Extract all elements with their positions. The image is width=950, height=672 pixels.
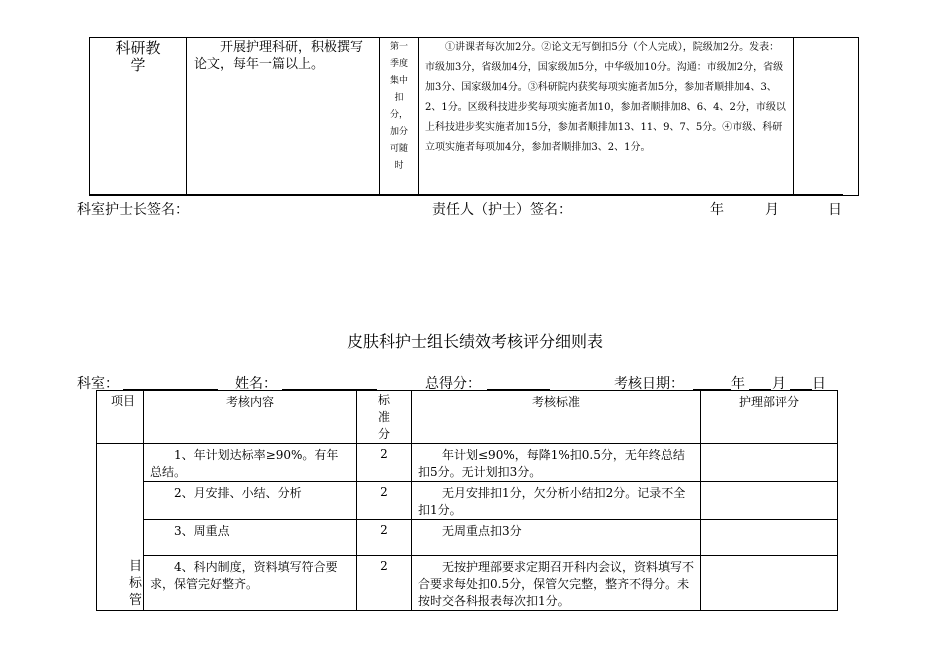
group-label: 目标管 — [129, 559, 143, 608]
content-cell — [187, 38, 380, 196]
score-cell: 2 — [357, 520, 412, 556]
name-field[interactable] — [282, 375, 377, 390]
signature-year: 年 — [710, 202, 724, 218]
header-nursing-dept-score: 护理部评分 — [701, 391, 838, 444]
table-row — [97, 444, 838, 482]
group-cell — [97, 444, 144, 611]
header-standard-score: 标准分 — [357, 391, 412, 444]
dept-label: 科室： — [77, 376, 119, 392]
table-row — [97, 556, 838, 611]
content-cell: 1、年计划达标率≥90%。有年总结。 — [144, 444, 357, 482]
table-bottom-border — [89, 194, 843, 196]
header-content: 考核内容 — [144, 391, 357, 444]
table-row — [90, 38, 859, 196]
score-cell: 2 — [357, 444, 412, 482]
signature-day: 日 — [828, 202, 842, 218]
total-score-label: 总得分： — [425, 376, 481, 392]
dept-score-cell[interactable] — [701, 444, 838, 482]
date-day-field[interactable] — [790, 375, 812, 390]
table-header-row — [97, 391, 838, 444]
header-criteria: 考核标准 — [412, 391, 701, 444]
category-text: 科研教学 — [115, 39, 161, 74]
table-row — [97, 482, 838, 520]
content-cell: 4、科内制度，资料填写符合要求，保管完好整齐。 — [144, 556, 357, 611]
content-cell: 3、周重点 — [144, 520, 357, 556]
category-cell — [90, 38, 187, 196]
date-year-field[interactable] — [693, 375, 731, 390]
signature-month: 月 — [765, 202, 779, 218]
date-label: 考核日期： — [614, 376, 684, 392]
date-month-field[interactable] — [749, 375, 771, 390]
timing-text: 第一季度集中扣分，加分可随时 — [389, 42, 408, 171]
total-score-field[interactable] — [487, 375, 550, 390]
previous-table-fragment — [89, 37, 859, 196]
header-item: 项目 — [97, 391, 144, 444]
score-cell — [794, 38, 859, 196]
dept-score-cell[interactable] — [701, 520, 838, 556]
dept-field[interactable] — [123, 375, 218, 390]
date-year-label: 年 — [731, 376, 745, 392]
timing-cell — [380, 38, 419, 196]
criteria-cell: 无按护理部要求定期召开科内会议，资料填写不合要求每处扣0.5分，保管欠完整，整齐不得分。未按时交各科报表每次扣1分。 — [412, 556, 701, 611]
score-cell: 2 — [357, 556, 412, 611]
head-nurse-signature-label: 科室护士长签名： — [77, 202, 189, 218]
criteria-text: ①讲课者每次加2分。②论文无写倒扣5分（个人完成），院级加2分。发表：市级加3分，省级加4分，国家级加5分，中华级加10分。沟通：市级加2分，省级加3分、国家级加4分。③科研院内获奖每项实施者加5分，参加者顺排加4、3、2、1分。区级科技进步奖每项实施者加10，参加者顺排加8、6、4、2分，市级以上科技进步奖实施者加15分，参加者顺排加13、11、9、7、5分。④市级、科研立项实施者每项加4分，参加者顺排加3、2、1分。 — [425, 42, 786, 153]
criteria-cell: 无月安排扣1分，欠分析小结扣2分。记录不全扣1分。 — [412, 482, 701, 520]
date-month-label: 月 — [772, 376, 786, 392]
name-label: 姓名： — [235, 376, 277, 392]
document-title: 皮肤科护士组长绩效考核评分细则表 — [346, 332, 603, 351]
criteria-cell: 年计划≤90%，每降1%扣0.5分，无年终总结扣5分。无计划扣3分。 — [412, 444, 701, 482]
evaluation-table — [96, 390, 838, 611]
criteria-cell: 无周重点扣3分 — [412, 520, 701, 556]
responsible-signature-label: 责任人（护士）签名： — [432, 202, 572, 218]
dept-score-cell[interactable] — [701, 482, 838, 520]
table-row — [97, 520, 838, 556]
dept-score-cell[interactable] — [701, 556, 838, 611]
criteria-cell — [419, 38, 794, 196]
score-cell: 2 — [357, 482, 412, 520]
date-day-label: 日 — [812, 376, 826, 392]
content-cell: 2、月安排、小结、分析 — [144, 482, 357, 520]
content-text: 开展护理科研，积极撰写论文，每年一篇以上。 — [194, 40, 364, 72]
